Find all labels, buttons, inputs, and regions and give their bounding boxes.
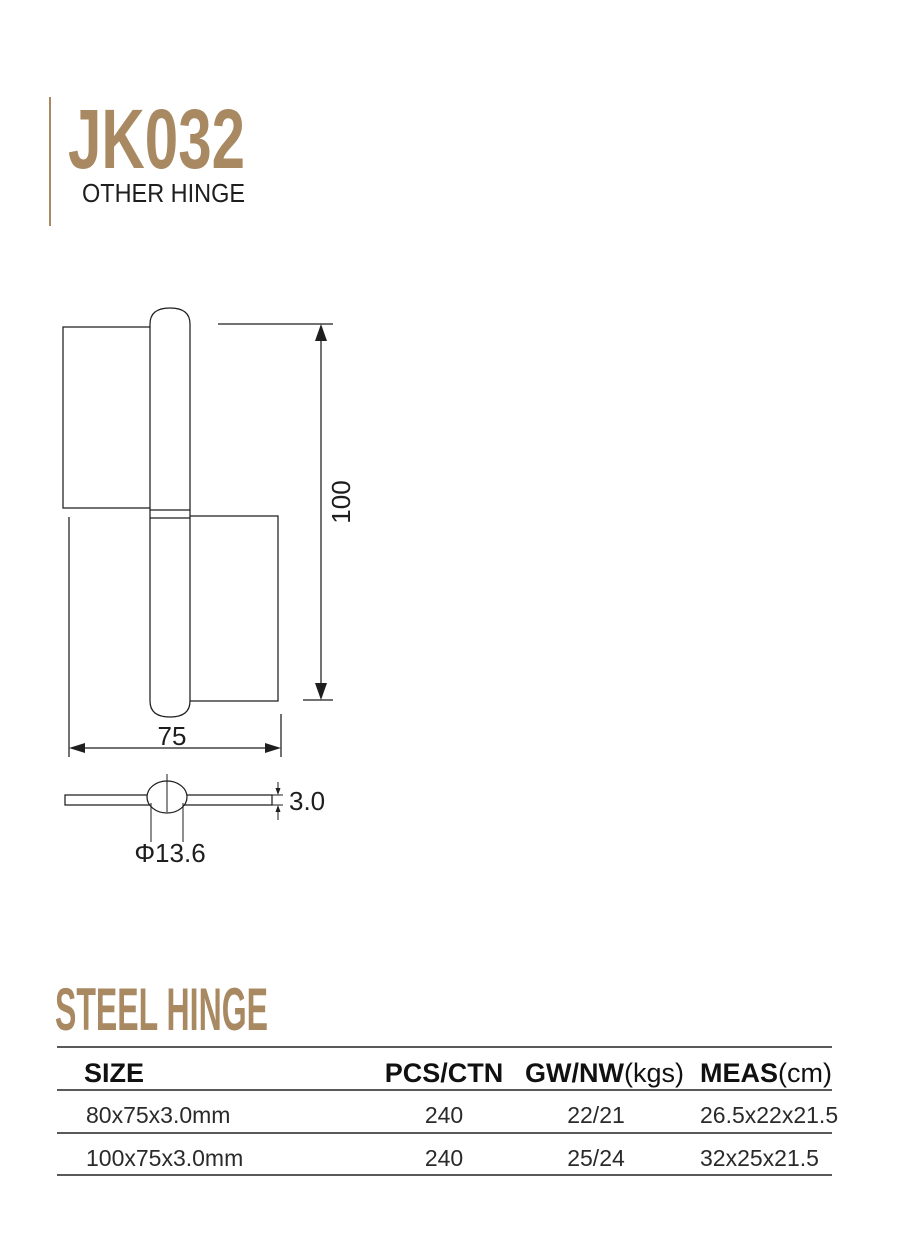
column-header-gw-nw bbox=[525, 1058, 684, 1088]
cell-pcs-ctn: 240 bbox=[424, 1102, 464, 1128]
technical-drawing bbox=[63, 308, 356, 868]
cell-size: 80x75x3.0mm bbox=[86, 1102, 231, 1128]
spec-table bbox=[57, 1047, 838, 1175]
table-row bbox=[86, 1145, 819, 1171]
width-arrow-right bbox=[265, 743, 281, 753]
hinge-front-view bbox=[63, 308, 278, 717]
column-header-pcs-ctn-label: PCS/CTN bbox=[384, 1058, 504, 1088]
cell-meas: 32x25x21.5 bbox=[700, 1145, 819, 1171]
column-header-size-label: SIZE bbox=[84, 1058, 145, 1088]
hinge-pin bbox=[150, 308, 190, 717]
thickness-dimension bbox=[272, 782, 325, 820]
table-row bbox=[86, 1102, 838, 1128]
thickness-dimension-label: 3.0 bbox=[289, 786, 326, 816]
cell-meas: 26.5x22x21.5 bbox=[700, 1102, 839, 1128]
hinge-side-view bbox=[65, 774, 325, 868]
left-leaf bbox=[63, 327, 150, 508]
table-header-row bbox=[84, 1058, 832, 1088]
model-category: OTHER HINGE bbox=[82, 178, 245, 208]
column-header-meas bbox=[700, 1058, 832, 1088]
cell-gw-nw: 22/21 bbox=[567, 1102, 625, 1128]
column-header-size bbox=[84, 1058, 144, 1088]
right-leaf bbox=[190, 516, 278, 701]
cell-size: 100x75x3.0mm bbox=[86, 1145, 244, 1171]
column-header-gw-nw-unit: (kgs) bbox=[623, 1058, 684, 1088]
pin-diameter-label: Φ13.6 bbox=[134, 838, 206, 868]
cell-pcs-ctn: 240 bbox=[424, 1145, 464, 1171]
thickness-arrow-top bbox=[276, 788, 281, 795]
height-arrow-bottom bbox=[315, 683, 327, 700]
width-dimension-label: 75 bbox=[157, 721, 187, 751]
model-header bbox=[50, 92, 245, 226]
column-header-meas-unit: (cm) bbox=[778, 1058, 832, 1088]
height-dimension-label: 100 bbox=[326, 480, 356, 524]
thickness-arrow-bottom bbox=[276, 805, 281, 812]
height-arrow-top bbox=[315, 324, 327, 341]
height-dimension bbox=[218, 324, 356, 700]
series-title: STEEL HINGE bbox=[55, 976, 268, 1043]
cell-gw-nw: 25/24 bbox=[567, 1145, 625, 1171]
column-header-gw-nw-label: GW/NW bbox=[525, 1058, 624, 1088]
column-header-pcs-ctn bbox=[385, 1058, 504, 1088]
model-number: JK032 bbox=[68, 92, 245, 186]
width-arrow-left bbox=[69, 743, 85, 753]
column-header-meas-label: MEAS bbox=[700, 1058, 779, 1088]
